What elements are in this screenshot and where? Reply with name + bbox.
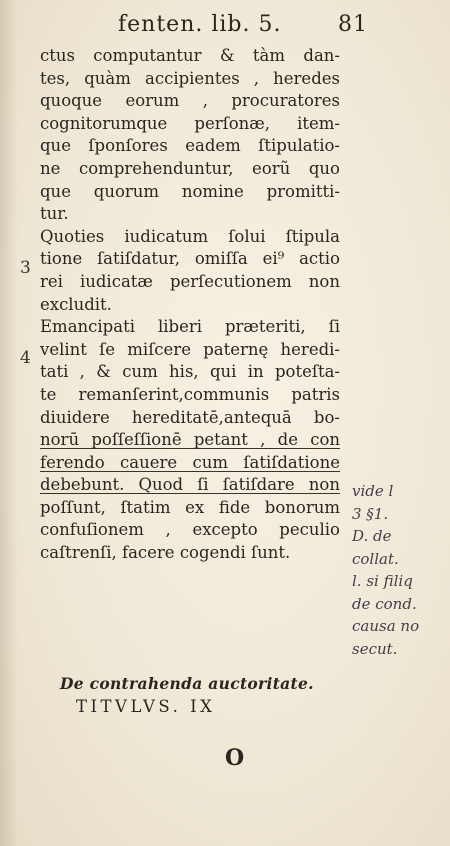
text-line-underlined: debebunt. Quod ſi ſatiſdare non — [40, 475, 340, 495]
text-line: tati , & cum his, qui in poteſta- — [40, 362, 340, 382]
handwritten-margin-note — [352, 480, 447, 660]
text-line: poſſunt, ſtatim ex fide bonorum — [40, 497, 340, 517]
margin-note-line: vide l — [352, 482, 394, 500]
margin-note-line: l. si filiq — [352, 572, 413, 590]
margin-note-line: de cond. — [352, 594, 417, 613]
text-line: diuidere hereditatē,antequā bo- — [40, 407, 340, 427]
catchword: O — [225, 745, 245, 771]
text-line-underlined: norū poſſeſſionē petant , de con — [40, 430, 340, 450]
text-line: Quoties iudicatum ſolui ſtipula — [40, 226, 340, 246]
running-title: fenten. lib. 5. — [118, 12, 282, 37]
text-line: cognitorumque perſonæ, item- — [40, 113, 340, 133]
text-line: confuſionem , excepto peculio — [40, 520, 340, 540]
margin-note-line: 3 §1. — [352, 504, 389, 523]
page-number: 81 — [338, 12, 368, 37]
section-heading: TITVLVS. IX — [76, 697, 216, 716]
text-line: ne comprehenduntur, eorũ quo — [40, 158, 340, 178]
text-line: tur. — [40, 204, 69, 224]
section-title: De contrahenda auctoritate. — [60, 674, 314, 693]
text-line: Emancipati liberi præteriti, ſi — [40, 317, 340, 337]
text-line-underlined: ferendo cauere cum ſatiſdatione — [40, 452, 340, 472]
text-line: velint ſe miſcere paternę heredi- — [40, 339, 340, 359]
body-text — [40, 45, 340, 565]
paragraph-number-4: 4 — [20, 348, 31, 368]
margin-note-line: secut. — [352, 639, 398, 658]
text-line: te remanſerint,communis patris — [40, 384, 340, 404]
margin-note-line: causa no — [352, 617, 420, 635]
text-line: que ſponſores eadem ſtipulatio- — [40, 136, 340, 156]
text-line: ctus computantur & tàm dan- — [40, 46, 340, 65]
margin-note-line: D. de — [352, 527, 392, 545]
text-line: que quorum nomine promitti- — [40, 181, 340, 201]
text-line: quoque eorum , procuratores — [40, 91, 340, 111]
paragraph-number-3: 3 — [20, 258, 31, 278]
text-line: caſtrenſi, facere cogendi ſunt. — [40, 543, 291, 563]
running-head — [118, 12, 368, 42]
text-line: tes, quàm accipientes , heredes — [40, 68, 340, 88]
text-line: excludit. — [40, 294, 112, 314]
margin-note-line: collat. — [352, 549, 399, 568]
text-line: tione ſatiſdatur, omiſſa ei⁹ actio — [40, 249, 340, 269]
gutter-shadow — [0, 0, 18, 846]
text-line: rei iudicatæ perſecutionem non — [40, 271, 340, 291]
